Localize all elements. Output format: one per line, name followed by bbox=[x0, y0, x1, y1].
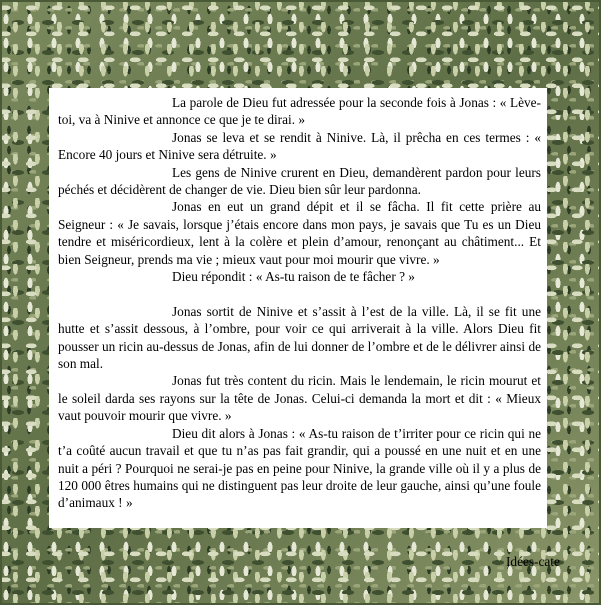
paragraph-7: Jonas fut très content du ricin. Mais le lendemain, le ricin mourut et le soleil darda ses rayons sur la tête de Jonas. Celui-ci demanda la mort et dit : « Mieux vaut pouvoir mourir que vivre. » bbox=[58, 373, 541, 424]
paragraph-8: Dieu dit alors à Jonas : « As-tu raison de t’irriter pour ce ricin qui ne t’a coûté aucun travail et que tu n’as pas fait grandir, qui a poussé en une nuit et en une nuit a péri ? Pourquoi ne serai-je pas en peine pour Ninive, la grande ville où il y a plus de 120 000 êtres humains qui ne distinguent pas leur droite de leur gauche, ainsi qu’une foule d’animaux ! » bbox=[58, 425, 541, 511]
paragraph-1: La parole de Dieu fut adressée pour la seconde fois à Jonas : « Lève-toi, va à Ninive et annonce ce que je te dirai. » bbox=[58, 95, 541, 128]
paragraph-3: Les gens de Ninive crurent en Dieu, demandèrent pardon pour leurs péchés et décidèrent de changer de vie. Dieu bien sûr leur pardonna. bbox=[58, 164, 541, 198]
signature-label: Idées-cate bbox=[506, 554, 560, 569]
blank-line bbox=[58, 285, 541, 302]
paragraph-6: Jonas sortit de Ninive et s’assit à l’est de la ville. Là, il se fit une hutte et s’assit dessous, à l’ombre, pour voir ce qui arriverait à la ville. Alors Dieu fit pousser un ricin au-dessus de Jonas, afin de lui donner de l’ombre et de le délivrer ainsi de son mal. bbox=[58, 303, 541, 372]
paragraph-4: Jonas en eut un grand dépit et il se fâcha. Il fit cette prière au Seigneur : « Je savais, lorsque j’étais encore dans mon pays, je savais que Tu es un Dieu tendre et miséricordieux, lent à la colère et plein d’amour, renonçant au châtiment... Et bien Seigneur, prends ma vie ; mieux vaut pour moi mourir que vivre. » bbox=[58, 199, 541, 267]
paragraph-5: Dieu répondit : « As-tu raison de te fâcher ? » bbox=[172, 269, 415, 285]
paragraph-2: Jonas se leva et se rendit à Ninive. Là, il prêcha en ces termes : « Encore 40 jours et Ninive sera détruite. » bbox=[58, 129, 541, 163]
story-text-panel bbox=[49, 88, 547, 528]
